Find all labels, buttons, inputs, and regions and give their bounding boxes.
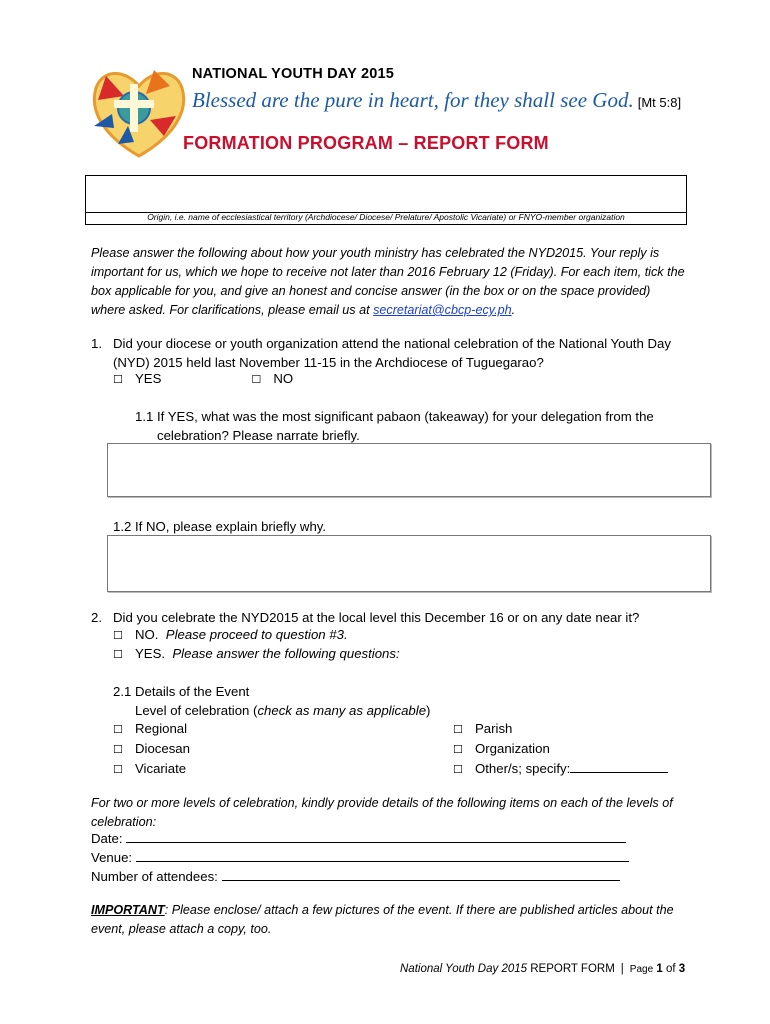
question-1-2: 1.2 If NO, please explain briefly why.: [113, 519, 327, 534]
question-2-option-yes: [113, 646, 613, 661]
venue-label: Venue:: [91, 850, 133, 865]
intro-text: Please answer the following about how your youth ministry has celebrated the NYD2015. Your reply is important for us, which we hope to receive not later than 2016 February 12 (Friday). For each item, tick the box applicable for you, and give an honest and concise answer (in the box or on the space provided) where asked. For clarifications, please email us at: [91, 246, 685, 317]
intro-paragraph: [91, 244, 686, 320]
footer-page-number: 1: [656, 963, 663, 975]
footer-total-pages: 3: [678, 963, 686, 975]
question-1-options: [113, 371, 293, 386]
level-option: [453, 719, 668, 739]
venue-row: [91, 848, 629, 867]
theme-tagline: [192, 88, 681, 113]
date-field[interactable]: [126, 829, 626, 843]
q21-level: [113, 701, 513, 720]
scripture-reference: [Mt 5:8]: [637, 95, 682, 110]
specify-field[interactable]: [570, 759, 668, 773]
q2-no-note: Please proceed to question #3.: [165, 627, 348, 642]
question-2: [91, 608, 701, 627]
q2-yes-checkbox[interactable]: ☐: [113, 648, 123, 661]
page-footer: National Youth Day 2015 REPORT FORM | Page 1 of 3: [400, 963, 686, 975]
regional-checkbox[interactable]: ☐: [113, 723, 123, 736]
level-label: Other/s; specify:: [475, 761, 571, 776]
intro-end: .: [511, 303, 516, 317]
form-title: FORMATION PROGRAM – REPORT FORM: [183, 133, 549, 153]
level-label: Parish: [475, 721, 513, 736]
footer-form: REPORT FORM: [530, 963, 615, 975]
level-option: [453, 759, 668, 779]
q21-level-note: check as many as applicable: [257, 703, 427, 718]
date-label: Date:: [91, 831, 123, 846]
question-2-option-no: [113, 627, 613, 642]
q2-yes-note: Please answer the following questions:: [172, 646, 400, 661]
others-checkbox[interactable]: ☐: [453, 763, 463, 776]
answer-box-1-2[interactable]: [107, 535, 711, 592]
no-label: NO: [273, 371, 294, 386]
origin-input-box[interactable]: [85, 175, 687, 213]
level-option: [113, 719, 190, 739]
vicariate-checkbox[interactable]: ☐: [113, 763, 123, 776]
question-1-text: Did your diocese or youth organization attend the national celebration of the National Youth Day (NYD) 2015 held last November 11-15 in the Archdiocese of Tuguegarao?: [113, 336, 671, 370]
q21-title: 2.1 Details of the Event: [113, 684, 250, 699]
important-note: [91, 901, 691, 939]
q2-no-label: NO.: [135, 627, 159, 642]
level-label: Diocesan: [135, 741, 190, 756]
answer-box-1-1[interactable]: [107, 443, 711, 497]
organization-checkbox[interactable]: ☐: [453, 743, 463, 756]
footer-page-label: Page: [629, 964, 654, 975]
levels-right-list: [453, 719, 668, 779]
diocesan-checkbox[interactable]: ☐: [113, 743, 123, 756]
attendees-row: [91, 867, 620, 886]
venue-field[interactable]: [136, 848, 629, 862]
footer-doc: National Youth Day 2015: [400, 963, 528, 975]
q2-no-checkbox[interactable]: ☐: [113, 629, 123, 642]
question-2-text: Did you celebrate the NYD2015 at the local level this December 16 or on any date near it?: [113, 610, 640, 625]
yes-label: YES: [135, 371, 162, 386]
details-intro: For two or more levels of celebration, kindly provide details of the following items on each of the levels of celebration:: [91, 796, 673, 829]
level-option: [453, 739, 668, 759]
q21-level-end: ): [426, 703, 431, 718]
level-option: [113, 739, 190, 759]
level-label: Vicariate: [135, 761, 187, 776]
yes-checkbox[interactable]: ☐: [113, 373, 123, 386]
q21-level-label: Level of celebration (: [135, 703, 258, 718]
event-title: NATIONAL YOUTH DAY 2015: [192, 66, 395, 82]
question-2-number: 2.: [91, 610, 102, 625]
theme-text: Blessed are the pure in heart, for they shall see God.: [192, 88, 634, 112]
level-option: [113, 759, 190, 779]
q2-yes-label: YES.: [135, 646, 166, 661]
question-2-1: [113, 682, 513, 720]
footer-of-label: of: [665, 963, 676, 975]
question-1-1: 1.1 If YES, what was the most significant pabaon (takeaway) for your delegation from the celebration? Please narrate briefly.: [135, 409, 654, 443]
important-text: : Please enclose/ attach a few pictures of the event. If there are published articles about the event, please attach a copy, too.: [91, 903, 674, 936]
no-checkbox[interactable]: ☐: [251, 373, 262, 386]
date-row: [91, 829, 626, 848]
attendees-label: Number of attendees:: [91, 869, 218, 884]
nyd-logo: [84, 56, 194, 166]
level-label: Regional: [135, 721, 188, 736]
origin-caption: Origin, i.e. name of ecclesiastical territory (Archdiocese/ Diocese/ Prelature/ Apostolic Vicariate) or FNYO-member organization: [85, 211, 687, 225]
important-label: IMPORTANT: [91, 903, 165, 917]
email-link[interactable]: secretariat@cbcp-ecy.ph: [373, 303, 512, 317]
question-1: [91, 334, 701, 372]
levels-left-list: [113, 719, 190, 779]
question-1-number: 1.: [91, 336, 102, 351]
attendees-field[interactable]: [222, 867, 620, 881]
level-label: Organization: [475, 741, 550, 756]
parish-checkbox[interactable]: ☐: [453, 723, 463, 736]
